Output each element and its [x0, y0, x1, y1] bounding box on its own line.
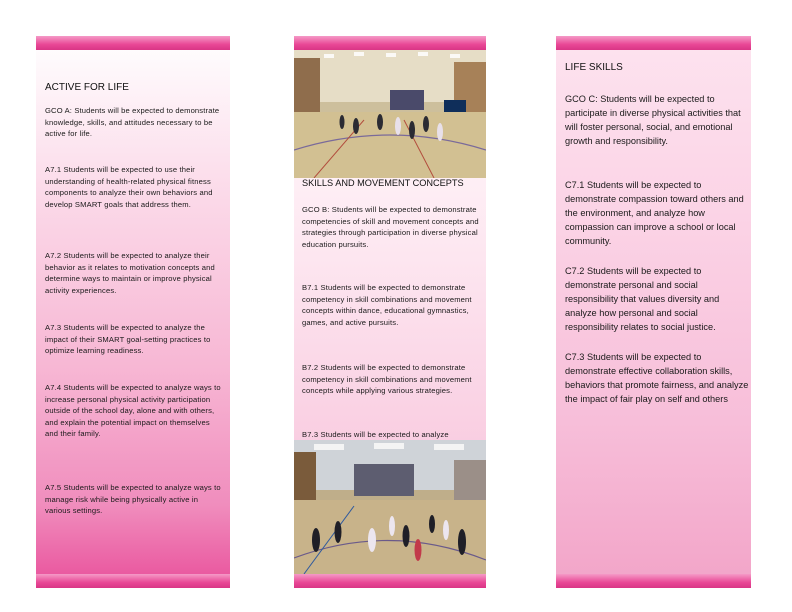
panel-top-bar — [556, 36, 751, 50]
panel-active-for-life — [36, 36, 230, 588]
outcome-text: A7.2 Students will be expected to analyze their behavior as it relates to motivation concepts and determine ways to maintain or improve physical activity experiences. — [45, 251, 215, 295]
section-title: ACTIVE FOR LIFE — [45, 82, 129, 93]
outcome-text: C7.2 Students will be expected to demonstrate personal and social responsibility that values diversity and analyze how personal and social responsibility relates to social justice. — [565, 266, 720, 333]
outcome-text: B7.2 Students will be expected to demonstrate competency in skill combinations and movement concepts while applying various strategies. — [302, 363, 472, 396]
outcome-text: B7.3 Students will be expected to analyze — [302, 430, 449, 439]
outcome-text: C7.1 Students will be expected to demonstrate compassion toward others and the environment, and analyze how compassion can improve a school or local community. — [565, 180, 744, 247]
gym-photo-1 — [294, 50, 486, 178]
outcome-text: A7.3 Students will be expected to analyze the impact of their SMART goal-setting practices to optimize learning readiness. — [45, 323, 211, 356]
panel-bottom-bar — [36, 574, 230, 588]
section-title: SKILLS AND MOVEMENT CONCEPTS — [302, 178, 464, 188]
gco-text: GCO C: Students will be expected to participate in diverse physical activities that will foster personal, social, and emotional growth and responsibility. — [565, 94, 741, 147]
gym-photo-2 — [294, 440, 486, 574]
outcome-text: A7.5 Students will be expected to analyze ways to manage risk while being physically active in various settings. — [45, 483, 221, 516]
gco-text: GCO B: Students will be expected to demonstrate competencies of skill and movement concepts and strategies through participation in diverse physical education pursuits. — [302, 205, 479, 249]
outcome-text: C7.3 Students will be expected to demonstrate effective collaboration skills, behaviors that promote fairness, and analyze the impact of fair play on self and others — [565, 352, 749, 405]
gco-text: GCO A: Students will be expected to demonstrate knowledge, skills, and attitudes necessary to be active for life. — [45, 106, 220, 139]
panel-skills-movement — [294, 36, 486, 588]
panel-top-bar — [294, 36, 486, 50]
panel-life-skills — [556, 36, 751, 588]
panel-top-bar — [36, 36, 230, 50]
outcome-text: A7.4 Students will be expected to analyze ways to increase personal physical activity participation outside of the school day, alone and with others, and explain the potential impact on themselves and their family. — [45, 383, 221, 439]
panel-bottom-bar — [294, 574, 486, 588]
section-title: LIFE SKILLS — [565, 62, 623, 73]
outcome-text: A7.1 Students will be expected to use their understanding of health-related physical fitness components to analyze their own behaviors and develop SMART goals that address them. — [45, 165, 213, 209]
panel-bottom-bar — [556, 574, 751, 588]
outcome-text: B7.1 Students will be expected to demonstrate competency in skill combinations and movement concepts within dance, educational gymnastics, games, and active pursuits. — [302, 283, 472, 327]
